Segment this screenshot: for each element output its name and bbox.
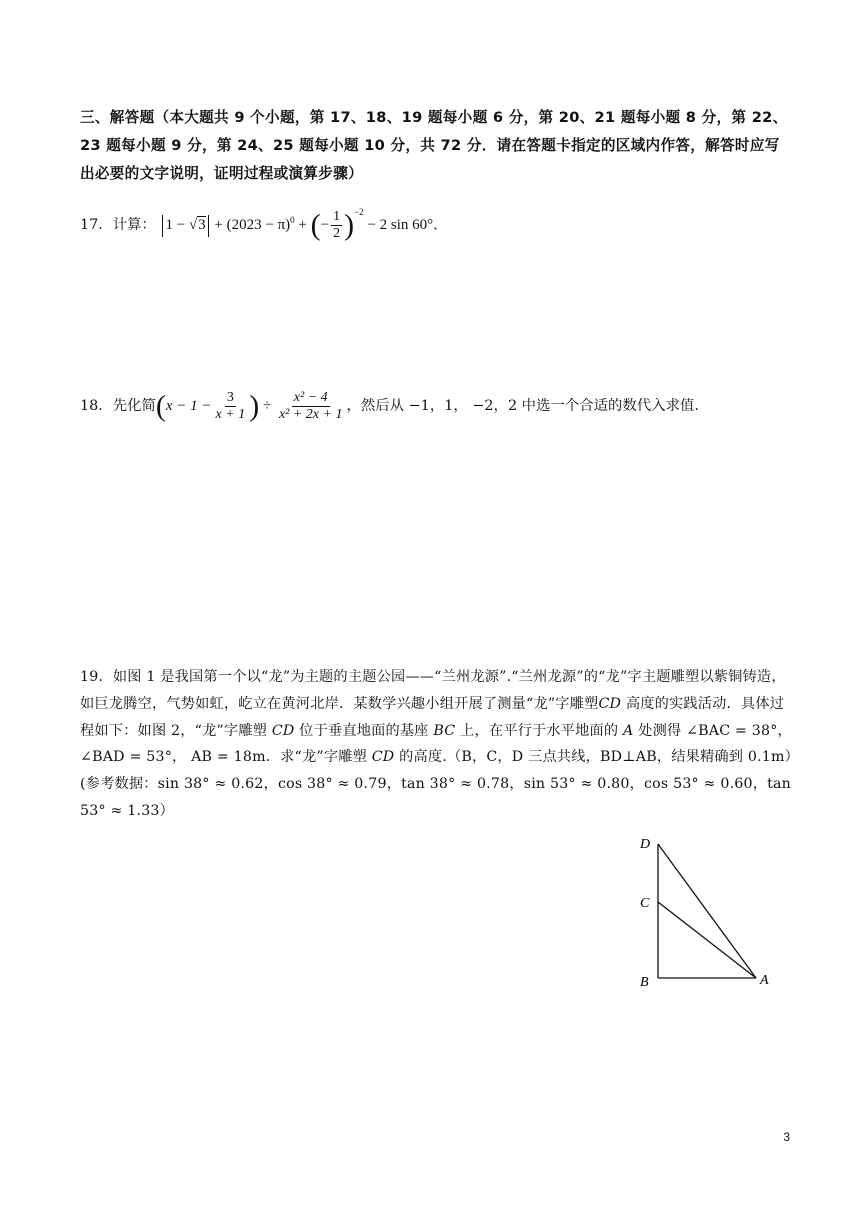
label-b: B [640, 975, 649, 990]
q18-number: 18． [80, 397, 113, 414]
question-18 [80, 390, 699, 423]
q17-number: 17． [80, 217, 113, 233]
page-number: 3 [783, 1130, 790, 1144]
label-a: A [760, 973, 769, 988]
line-da [658, 844, 756, 978]
q18-tail: ，然后从 −1，1， −2，2 中选一个合适的数代入求值. [346, 397, 699, 414]
q17-expression: $1 - √3 + (2023 - \pi)^0$ + (− $\frac{1}{2}$ )$^{-2}$ − 2 sin 60°． [160, 217, 448, 233]
q17-prompt: 计算： [112, 217, 156, 233]
line-ca [658, 902, 756, 978]
q18-prompt: 先化简 [112, 397, 156, 414]
section-header: 三、解答题（本大题共 9 个小题，第 17、18、19 题每小题 6 分，第 20、21 题每小题 8 分，第 22、23 题每小题 9 分，第 24、25 题每小题 10 分，共 72 分．请在答题卡指定的区域内作答，解答时应写出必要的文字说明，证明过程或演算步骤） [80, 109, 788, 182]
question-17 [80, 202, 448, 242]
question-19: 19．如图 1 是我国第一个以“龙”为主题的主题公园——“兰州龙源”.“兰州龙源”的“龙”字主题雕塑以紫铜铸造，如巨龙腾空，气势如虹，屹立在黄河北岸．某数学兴趣小组开展了测量“龙”字雕塑CD 高度的实践活动．具体过程如下：如图 2，“龙”字雕塑 CD 位于垂直地面的基座 BC 上，在平行于水平地面的 A 处测得 ∠BAC = 38°， ∠BAD = 53°， AB = 18m．求“龙”字雕塑 CD 的高度.（B，C，D 三点共线，BD⊥AB，结果精确到 0.1m）(参考数据：sin 38° ≈ 0.62，cos 38° ≈ 0.79，tan 38° ≈ 0.78，sin 53° ≈ 0.80，cos 53° ≈ 0.60，tan 53° ≈ 1.33） [80, 669, 792, 819]
label-c: C [640, 896, 650, 911]
label-d: D [640, 837, 651, 852]
triangle-figure [620, 830, 790, 1000]
q18-expression: (x − 1 − $\frac{3}{x + 1}$ ) ÷ $\frac{\text{x² − 4}}{\text{x² + 2x + 1}}$ [155, 389, 343, 423]
